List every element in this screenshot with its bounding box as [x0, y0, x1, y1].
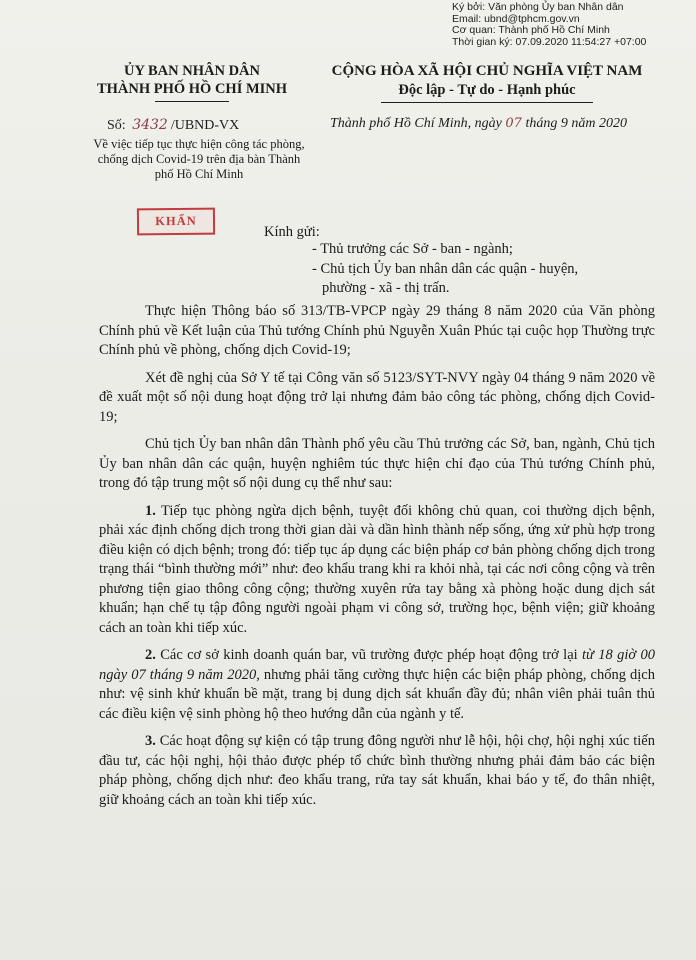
item-2-time: từ 18 giờ 00 ngày 07 tháng 9 năm 2020,: [99, 647, 655, 683]
motto-underline: [381, 102, 593, 103]
doc-number-suffix: /UBND-VX: [170, 118, 240, 133]
item-1-text: Tiếp tục phòng ngừa dịch bệnh, tuyệt đối không chủ quan, coi thường dịch bệnh, phải xác định chống dịch trong thời gian dài và dần hình thành nếp sống, ứng xử phù hợp trong điều kiện có dịch bệnh; trong đó: tiếp tục áp dụng các biện pháp cơ bản phòng chống dịch trong trạng thái “bình thường mới” như: đeo khẩu trang khi ra khỏi nhà, tại các nơi công cộng và trên phương tiện giao thông công cộng; thường xuyên rửa tay bằng xà phòng hoặc dung dịch sát khuẩn; hạn chế tụ tập đông người ngoài phạm vi công sở, trường học, bệnh viện; giữ khoảng cách an toàn khi tiếp xúc.: [99, 502, 655, 636]
doc-number-prefix: Số:: [107, 118, 126, 133]
signature-email: Email: ubnd@tphcm.gov.vn: [452, 12, 580, 25]
digital-signature-block: [452, 2, 646, 48]
item-2-text-a: Các cơ sở kinh doanh quán bar, vũ trường được phép hoạt động trở lại: [160, 647, 578, 663]
agency-underline: [155, 101, 229, 102]
urgent-stamp: KHẨN: [137, 208, 215, 236]
item-1: [99, 502, 655, 639]
item-2-number: 2.: [145, 647, 156, 663]
item-3-text: Các hoạt động sự kiện có tập trung đông người như lễ hội, hội chợ, hội nghị xúc tiến đầu tư, các hội nghị, hội thảo được phép tổ chức bình thường nhưng phải đảm bảo các biện pháp phòng, chống dịch như: đeo khẩu trang, rửa tay sát khuẩn, khai báo y tế, đo thân nhiệt, giữ khoảng cách an toàn khi tiếp xúc.: [99, 733, 655, 808]
date-place: Thành phố Hồ Chí Minh, ngày: [330, 116, 502, 131]
signature-agency: Cơ quan: Thành phố Hồ Chí Minh: [452, 24, 610, 36]
date-day-handwritten: 07: [505, 116, 522, 131]
doc-number-handwritten: 3432: [132, 117, 168, 133]
signature-signer: Ký bởi: Văn phòng Ủy ban Nhân dân: [452, 1, 624, 13]
document-body: [99, 302, 655, 818]
issuing-agency: [84, 62, 300, 102]
signature-time: Thời gian ký: 07.09.2020 11:54:27 +07:00: [452, 35, 647, 48]
national-header: [322, 62, 652, 103]
document-subject: Về việc tiếp tục thực hiện công tác phòng, chống dịch Covid-19 trên địa bàn Thành phố Hồ Chí Minh: [93, 137, 305, 181]
recipient-list: [312, 240, 652, 299]
paragraph-1: Thực hiện Thông báo số 313/TB-VPCP ngày 29 tháng 8 năm 2020 của Văn phòng Chính phủ về Kết luận của Thủ tướng Chính phủ Nguyễn Xuân Phúc tại cuộc họp Thường trực Chính phủ về phòng, chống dịch Covid-19;: [99, 303, 655, 358]
agency-line-1: ỦY BAN NHÂN DÂN: [123, 63, 260, 79]
date-month-year: tháng 9 năm 2020: [525, 116, 627, 131]
agency-line-2: THÀNH PHỐ HỒ CHÍ MINH: [96, 81, 288, 97]
item-2: [99, 646, 655, 724]
recipient-item: - Thủ trưởng các Sở - ban - ngành;: [312, 241, 513, 257]
national-motto: Độc lập - Tự do - Hạnh phúc: [398, 82, 576, 98]
nation-name: CỘNG HÒA XÃ HỘI CHỦ NGHĨA VIỆT NAM: [331, 63, 643, 79]
item-3: [99, 732, 655, 810]
date-line: [330, 116, 627, 132]
paragraph-3: Chủ tịch Ủy ban nhân dân Thành phố yêu cầu Thủ trưởng các Sở, ban, ngành, Chủ tịch Ủy ban nhân dân các quận, huyện nghiêm túc thực hiện chỉ đạo của Thủ tướng Chính phủ, trong đó tập trung một số nội dung cụ thể như sau:: [99, 436, 655, 491]
item-2-text-b: nhưng phải tăng cường thực hiện các biện pháp phòng, chống dịch như: vệ sinh khử khuẩn bề mặt, trang bị dung dịch sát khuẩn đầy đủ; nhân viên phải tuân thủ các điều kiện vệ sinh phòng hộ theo hướng dẫn của ngành y tế.: [99, 666, 655, 722]
paragraph-2: Xét đề nghị của Sở Y tế tại Công văn số 5123/SYT-NVY ngày 04 tháng 9 năm 2020 về đề xuất một số nội dung hoạt động trở lại nhưng đảm bảo công tác phòng, chống dịch Covid-19;: [99, 369, 655, 425]
recipient-item-continued: phường - xã - thị trấn.: [322, 280, 450, 296]
item-3-number: 3.: [145, 733, 156, 749]
recipient-item: - Chủ tịch Ủy ban nhân dân các quận - huyện,: [312, 260, 579, 277]
kinh-gui-label: Kính gửi:: [264, 224, 320, 240]
document-number: [107, 117, 239, 134]
item-1-number: 1.: [145, 502, 156, 519]
